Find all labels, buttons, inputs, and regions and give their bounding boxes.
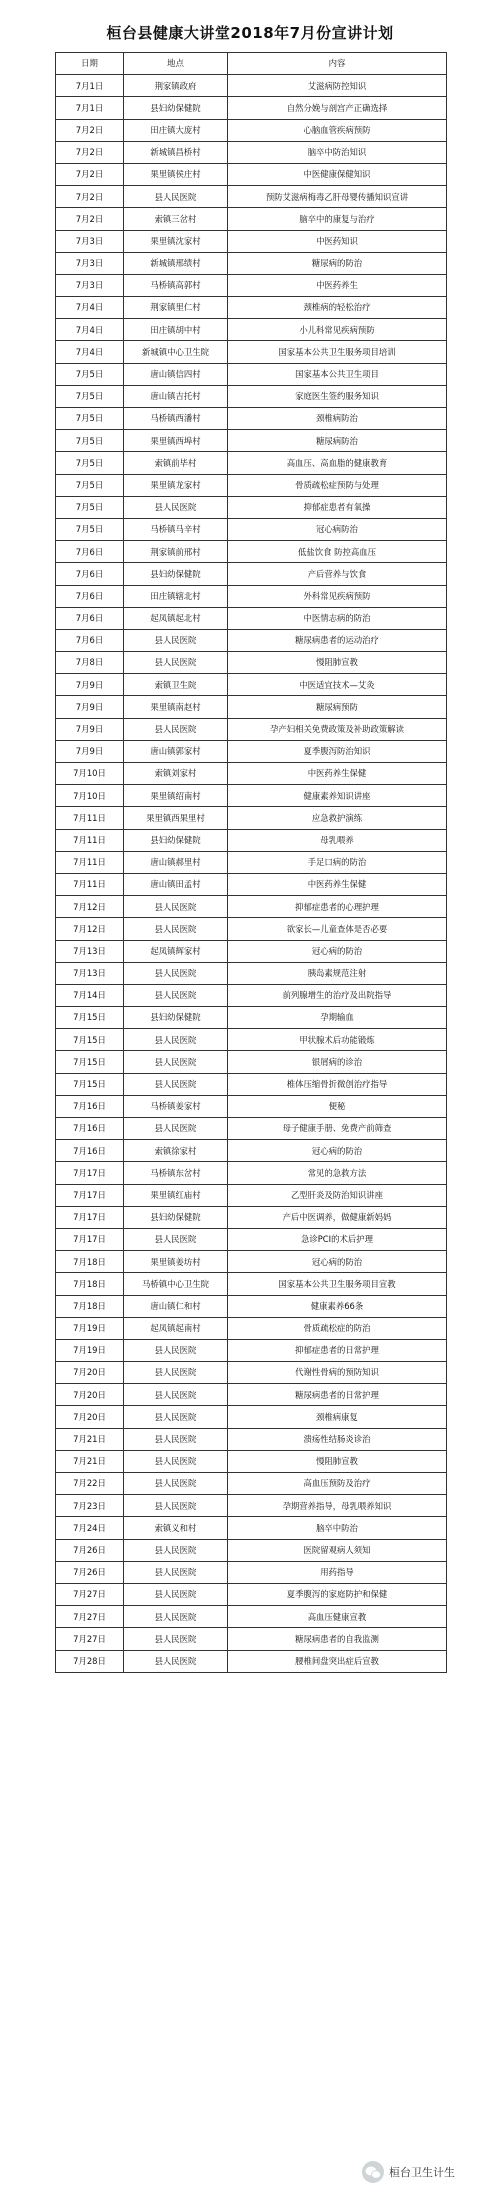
cell-place: 县人民医院 [124, 984, 228, 1006]
cell-topic: 常见的急救方法 [228, 1162, 447, 1184]
cell-date: 7月19日 [56, 1339, 124, 1361]
cell-topic: 手足口病的防治 [228, 851, 447, 873]
cell-place: 马桥镇高郭村 [124, 274, 228, 296]
cell-topic: 中医药知识 [228, 230, 447, 252]
cell-topic: 应急救护演练 [228, 807, 447, 829]
table-row [56, 230, 447, 252]
cell-place: 县人民医院 [124, 496, 228, 518]
cell-date: 7月2日 [56, 208, 124, 230]
cell-place: 县人民医院 [124, 186, 228, 208]
table-row [56, 1118, 447, 1140]
table-row [56, 297, 447, 319]
cell-date: 7月27日 [56, 1606, 124, 1628]
table-row [56, 763, 447, 785]
cell-date: 7月18日 [56, 1251, 124, 1273]
cell-place: 县妇幼保健院 [124, 1206, 228, 1228]
cell-date: 7月28日 [56, 1650, 124, 1672]
cell-date: 7月20日 [56, 1384, 124, 1406]
cell-place: 县妇幼保健院 [124, 1007, 228, 1029]
table-row [56, 984, 447, 1006]
cell-date: 7月5日 [56, 496, 124, 518]
cell-place: 县人民医院 [124, 629, 228, 651]
cell-place: 县人民医院 [124, 652, 228, 674]
cell-topic: 冠心病的防治 [228, 1140, 447, 1162]
cell-topic: 骨质疏松症预防与处理 [228, 474, 447, 496]
cell-date: 7月18日 [56, 1273, 124, 1295]
cell-date: 7月2日 [56, 186, 124, 208]
table-row [56, 807, 447, 829]
cell-topic: 甲状腺术后功能锻炼 [228, 1029, 447, 1051]
table-row [56, 740, 447, 762]
cell-date: 7月11日 [56, 829, 124, 851]
cell-date: 7月2日 [56, 119, 124, 141]
cell-date: 7月14日 [56, 984, 124, 1006]
cell-place: 索镇卫生院 [124, 674, 228, 696]
cell-date: 7月11日 [56, 807, 124, 829]
table-row [56, 873, 447, 895]
table-row [56, 1428, 447, 1450]
cell-topic: 艾滋病防控知识 [228, 75, 447, 97]
cell-date: 7月5日 [56, 452, 124, 474]
cell-date: 7月1日 [56, 97, 124, 119]
cell-topic: 孕期输血 [228, 1007, 447, 1029]
cell-date: 7月6日 [56, 541, 124, 563]
table-row [56, 1539, 447, 1561]
cell-date: 7月6日 [56, 585, 124, 607]
cell-date: 7月4日 [56, 297, 124, 319]
cell-date: 7月3日 [56, 252, 124, 274]
schedule-table [55, 52, 447, 1673]
cell-place: 马桥镇姜家村 [124, 1095, 228, 1117]
cell-date: 7月17日 [56, 1206, 124, 1228]
cell-date: 7月5日 [56, 385, 124, 407]
cell-date: 7月18日 [56, 1295, 124, 1317]
cell-place: 县人民医院 [124, 1051, 228, 1073]
table-row [56, 208, 447, 230]
cell-place: 果里镇龙家村 [124, 474, 228, 496]
table-row [56, 341, 447, 363]
table-row [56, 1251, 447, 1273]
cell-topic: 中医情志病的防治 [228, 607, 447, 629]
table-row [56, 1517, 447, 1539]
cell-date: 7月5日 [56, 363, 124, 385]
table-row [56, 674, 447, 696]
cell-date: 7月9日 [56, 740, 124, 762]
cell-place: 县妇幼保健院 [124, 563, 228, 585]
table-row [56, 896, 447, 918]
cell-topic: 糖尿病防治 [228, 430, 447, 452]
cell-place: 县妇幼保健院 [124, 829, 228, 851]
cell-topic: 糖尿病患者的日常护理 [228, 1384, 447, 1406]
table-row [56, 1162, 447, 1184]
cell-topic: 小儿科常见疾病预防 [228, 319, 447, 341]
cell-topic: 用药指导 [228, 1561, 447, 1583]
table-row [56, 1628, 447, 1650]
cell-topic: 脑卒中防治知识 [228, 141, 447, 163]
cell-topic: 冠心病的防治 [228, 940, 447, 962]
cell-topic: 糖尿病患者的运动治疗 [228, 629, 447, 651]
cell-date: 7月5日 [56, 430, 124, 452]
cell-topic: 冠心病防治 [228, 518, 447, 540]
cell-place: 县人民医院 [124, 1428, 228, 1450]
cell-place: 新城镇昌桥村 [124, 141, 228, 163]
cell-topic: 母乳喂养 [228, 829, 447, 851]
cell-place: 县人民医院 [124, 918, 228, 940]
cell-topic: 欲家长—儿童查体是否必要 [228, 918, 447, 940]
table-row [56, 585, 447, 607]
cell-place: 唐山镇信四村 [124, 363, 228, 385]
cell-date: 7月17日 [56, 1228, 124, 1250]
table-row [56, 163, 447, 185]
cell-topic: 慢阻肺宣教 [228, 652, 447, 674]
table-row [56, 918, 447, 940]
table-row [56, 563, 447, 585]
table-row [56, 1606, 447, 1628]
cell-place: 县人民医院 [124, 1473, 228, 1495]
cell-place: 唐山镇吉托村 [124, 385, 228, 407]
cell-topic: 产后营养与饮食 [228, 563, 447, 585]
table-row [56, 1206, 447, 1228]
cell-date: 7月23日 [56, 1495, 124, 1517]
cell-place: 县人民医院 [124, 1339, 228, 1361]
cell-date: 7月12日 [56, 918, 124, 940]
cell-place: 县人民医院 [124, 1628, 228, 1650]
table-row [56, 829, 447, 851]
cell-date: 7月6日 [56, 629, 124, 651]
header-topic: 内容 [228, 53, 447, 75]
cell-place: 荆家镇政府 [124, 75, 228, 97]
table-header-row [56, 53, 447, 75]
cell-topic: 产后中医调养，做健康新妈妈 [228, 1206, 447, 1228]
cell-place: 县人民医院 [124, 1583, 228, 1605]
cell-topic: 糖尿病预防 [228, 696, 447, 718]
table-row [56, 1184, 447, 1206]
cell-topic: 外科常见疾病预防 [228, 585, 447, 607]
table-row [56, 1140, 447, 1162]
cell-topic: 医院留观病人须知 [228, 1539, 447, 1561]
cell-place: 果里镇沈家村 [124, 230, 228, 252]
cell-date: 7月10日 [56, 785, 124, 807]
cell-place: 县人民医院 [124, 1539, 228, 1561]
table-row [56, 1295, 447, 1317]
cell-place: 马桥镇中心卫生院 [124, 1273, 228, 1295]
table-row [56, 1007, 447, 1029]
table-row [56, 1029, 447, 1051]
cell-place: 果里镇西埠村 [124, 430, 228, 452]
cell-date: 7月24日 [56, 1517, 124, 1539]
cell-place: 荆家镇里仁村 [124, 297, 228, 319]
cell-date: 7月9日 [56, 718, 124, 740]
cell-topic: 国家基本公共卫生服务项目宣教 [228, 1273, 447, 1295]
cell-place: 果里镇绍南村 [124, 785, 228, 807]
table-row [56, 186, 447, 208]
cell-topic: 夏季腹泻的家庭防护和保健 [228, 1583, 447, 1605]
cell-date: 7月5日 [56, 474, 124, 496]
cell-place: 县人民医院 [124, 962, 228, 984]
cell-place: 起凤镇起北村 [124, 607, 228, 629]
cell-place: 索镇三岔村 [124, 208, 228, 230]
cell-date: 7月16日 [56, 1118, 124, 1140]
table-row [56, 718, 447, 740]
cell-place: 索镇前毕村 [124, 452, 228, 474]
cell-date: 7月15日 [56, 1029, 124, 1051]
cell-place: 果里镇西果里村 [124, 807, 228, 829]
cell-date: 7月17日 [56, 1162, 124, 1184]
cell-place: 索镇徐家村 [124, 1140, 228, 1162]
cell-topic: 预防艾滋病梅毒乙肝母婴传播知识宣讲 [228, 186, 447, 208]
cell-date: 7月17日 [56, 1184, 124, 1206]
table-row [56, 1362, 447, 1384]
cell-date: 7月15日 [56, 1007, 124, 1029]
cell-date: 7月21日 [56, 1450, 124, 1472]
cell-date: 7月2日 [56, 163, 124, 185]
cell-date: 7月16日 [56, 1095, 124, 1117]
cell-date: 7月1日 [56, 75, 124, 97]
cell-date: 7月9日 [56, 696, 124, 718]
cell-topic: 溃疡性结肠炎诊治 [228, 1428, 447, 1450]
cell-place: 县人民医院 [124, 1450, 228, 1472]
cell-date: 7月5日 [56, 518, 124, 540]
cell-place: 唐山镇郝里村 [124, 851, 228, 873]
table-row [56, 1495, 447, 1517]
cell-topic: 颈椎病康复 [228, 1406, 447, 1428]
cell-date: 7月8日 [56, 652, 124, 674]
table-row [56, 430, 447, 452]
cell-place: 县妇幼保健院 [124, 97, 228, 119]
table-row [56, 541, 447, 563]
table-row [56, 1583, 447, 1605]
cell-topic: 银屑病的诊治 [228, 1051, 447, 1073]
cell-date: 7月21日 [56, 1428, 124, 1450]
cell-topic: 椎体压缩骨折微创治疗指导 [228, 1073, 447, 1095]
cell-place: 县人民医院 [124, 1495, 228, 1517]
cell-place: 马桥镇马辛村 [124, 518, 228, 540]
cell-topic: 糖尿病患者的自我监测 [228, 1628, 447, 1650]
cell-place: 县人民医院 [124, 1029, 228, 1051]
cell-topic: 低盐饮食 防控高血压 [228, 541, 447, 563]
cell-topic: 糖尿病的防治 [228, 252, 447, 274]
table-row [56, 1273, 447, 1295]
cell-date: 7月15日 [56, 1051, 124, 1073]
cell-date: 7月13日 [56, 940, 124, 962]
page-title: 桓台县健康大讲堂2018年7月份宣讲计划 [106, 24, 394, 42]
cell-topic: 孕产妇相关免费政策及补助政策解读 [228, 718, 447, 740]
cell-topic: 中医适宜技术—艾灸 [228, 674, 447, 696]
table-row [56, 607, 447, 629]
table-row [56, 1650, 447, 1672]
cell-date: 7月6日 [56, 607, 124, 629]
cell-topic: 乙型肝炎及防治知识讲座 [228, 1184, 447, 1206]
table-row [56, 385, 447, 407]
cell-date: 7月20日 [56, 1362, 124, 1384]
cell-topic: 抑郁症患者有氧操 [228, 496, 447, 518]
table-row [56, 1317, 447, 1339]
cell-date: 7月3日 [56, 230, 124, 252]
watermark [362, 2160, 455, 2184]
cell-place: 县人民医院 [124, 1406, 228, 1428]
cell-date: 7月3日 [56, 274, 124, 296]
cell-topic: 家庭医生签约服务知识 [228, 385, 447, 407]
table-row [56, 141, 447, 163]
cell-place: 县人民医院 [124, 1228, 228, 1250]
table-row [56, 363, 447, 385]
table-row [56, 785, 447, 807]
table-row [56, 1339, 447, 1361]
table-row [56, 452, 447, 474]
cell-place: 马桥镇东岔村 [124, 1162, 228, 1184]
cell-date: 7月9日 [56, 674, 124, 696]
cell-topic: 心脑血管疾病预防 [228, 119, 447, 141]
cell-place: 县人民医院 [124, 1073, 228, 1095]
cell-date: 7月27日 [56, 1628, 124, 1650]
cell-date: 7月16日 [56, 1140, 124, 1162]
table-row [56, 496, 447, 518]
table-row [56, 1561, 447, 1583]
table-row [56, 1073, 447, 1095]
cell-topic: 中医药养生 [228, 274, 447, 296]
cell-place: 县人民医院 [124, 1362, 228, 1384]
wechat-account-logo-icon [362, 2161, 384, 2183]
table-row [56, 1406, 447, 1428]
cell-date: 7月13日 [56, 962, 124, 984]
cell-place: 果里镇南赵村 [124, 696, 228, 718]
cell-place: 县人民医院 [124, 1118, 228, 1140]
table-row [56, 629, 447, 651]
header-date: 日期 [56, 53, 124, 75]
cell-date: 7月15日 [56, 1073, 124, 1095]
cell-topic: 孕期营养指导，母乳喂养知识 [228, 1495, 447, 1517]
cell-topic: 抑郁症患者的日常护理 [228, 1339, 447, 1361]
cell-place: 县人民医院 [124, 1650, 228, 1672]
cell-topic: 健康素养知识讲座 [228, 785, 447, 807]
table-row [56, 474, 447, 496]
table-row [56, 75, 447, 97]
table-row [56, 518, 447, 540]
table-row [56, 696, 447, 718]
cell-topic: 健康素养66条 [228, 1295, 447, 1317]
cell-topic: 代谢性骨病的预防知识 [228, 1362, 447, 1384]
table-row [56, 652, 447, 674]
cell-date: 7月26日 [56, 1539, 124, 1561]
cell-topic: 腰椎间盘突出症后宣教 [228, 1650, 447, 1672]
cell-place: 县人民医院 [124, 1606, 228, 1628]
cell-date: 7月11日 [56, 851, 124, 873]
cell-date: 7月19日 [56, 1317, 124, 1339]
table-row [56, 1051, 447, 1073]
cell-date: 7月27日 [56, 1583, 124, 1605]
cell-topic: 中医药养生保健 [228, 873, 447, 895]
table-row [56, 408, 447, 430]
cell-place: 果里镇侯庄村 [124, 163, 228, 185]
cell-topic: 颈椎病的轻松治疗 [228, 297, 447, 319]
cell-topic: 高血压、高血脂的健康教育 [228, 452, 447, 474]
cell-topic: 颈椎病防治 [228, 408, 447, 430]
cell-topic: 急诊PCI的术后护理 [228, 1228, 447, 1250]
cell-place: 唐山镇郭家村 [124, 740, 228, 762]
cell-date: 7月2日 [56, 141, 124, 163]
cell-place: 田庄镇大庞村 [124, 119, 228, 141]
table-row [56, 962, 447, 984]
table-row [56, 851, 447, 873]
cell-place: 新城镇中心卫生院 [124, 341, 228, 363]
cell-date: 7月6日 [56, 563, 124, 585]
cell-place: 唐山镇仁和村 [124, 1295, 228, 1317]
cell-topic: 前列腺增生的治疗及出院指导 [228, 984, 447, 1006]
cell-place: 县人民医院 [124, 1561, 228, 1583]
cell-date: 7月22日 [56, 1473, 124, 1495]
cell-date: 7月20日 [56, 1406, 124, 1428]
cell-topic: 脑卒中防治 [228, 1517, 447, 1539]
cell-place: 县人民医院 [124, 718, 228, 740]
cell-topic: 慢阻肺宣教 [228, 1450, 447, 1472]
cell-topic: 国家基本公共卫生项目 [228, 363, 447, 385]
cell-place: 唐山镇田孟村 [124, 873, 228, 895]
cell-topic: 高血压预防及治疗 [228, 1473, 447, 1495]
cell-place: 果里镇红庙村 [124, 1184, 228, 1206]
table-row [56, 1473, 447, 1495]
cell-place: 索镇刘家村 [124, 763, 228, 785]
table-row [56, 940, 447, 962]
cell-date: 7月5日 [56, 408, 124, 430]
cell-place: 县人民医院 [124, 896, 228, 918]
table-row [56, 1450, 447, 1472]
cell-date: 7月10日 [56, 763, 124, 785]
cell-topic: 自然分娩与剖宫产正确选择 [228, 97, 447, 119]
cell-topic: 抑郁症患者的心理护理 [228, 896, 447, 918]
cell-place: 果里镇姜坊村 [124, 1251, 228, 1273]
header-place: 地点 [124, 53, 228, 75]
cell-place: 索镇义和村 [124, 1517, 228, 1539]
cell-date: 7月12日 [56, 896, 124, 918]
cell-place: 起凤镇辉家村 [124, 940, 228, 962]
table-row [56, 97, 447, 119]
cell-place: 起凤镇起南村 [124, 1317, 228, 1339]
table-row [56, 1095, 447, 1117]
cell-place: 马桥镇西潘村 [124, 408, 228, 430]
cell-date: 7月26日 [56, 1561, 124, 1583]
cell-topic: 中医健康保健知识 [228, 163, 447, 185]
cell-place: 荆家镇前邢村 [124, 541, 228, 563]
cell-date: 7月4日 [56, 319, 124, 341]
cell-date: 7月4日 [56, 341, 124, 363]
table-row [56, 1384, 447, 1406]
table-row [56, 319, 447, 341]
table-row [56, 252, 447, 274]
cell-topic: 便秘 [228, 1095, 447, 1117]
cell-place: 田庄镇胡中村 [124, 319, 228, 341]
table-row [56, 274, 447, 296]
cell-topic: 冠心病的防治 [228, 1251, 447, 1273]
watermark-text: 桓台卫生计生 [389, 2166, 455, 2179]
cell-topic: 高血压健康宣教 [228, 1606, 447, 1628]
cell-topic: 夏季腹泻防治知识 [228, 740, 447, 762]
cell-place: 新城镇邢绩村 [124, 252, 228, 274]
table-row [56, 1228, 447, 1250]
cell-place: 田庄镇辖北村 [124, 585, 228, 607]
cell-topic: 脑卒中的康复与治疗 [228, 208, 447, 230]
table-row [56, 119, 447, 141]
cell-date: 7月11日 [56, 873, 124, 895]
cell-topic: 中医药养生保健 [228, 763, 447, 785]
cell-place: 县人民医院 [124, 1384, 228, 1406]
cell-topic: 胰岛素规范注射 [228, 962, 447, 984]
cell-topic: 国家基本公共卫生服务项目培训 [228, 341, 447, 363]
cell-topic: 母子健康手册、免费产前筛查 [228, 1118, 447, 1140]
cell-topic: 骨质疏松症的防治 [228, 1317, 447, 1339]
